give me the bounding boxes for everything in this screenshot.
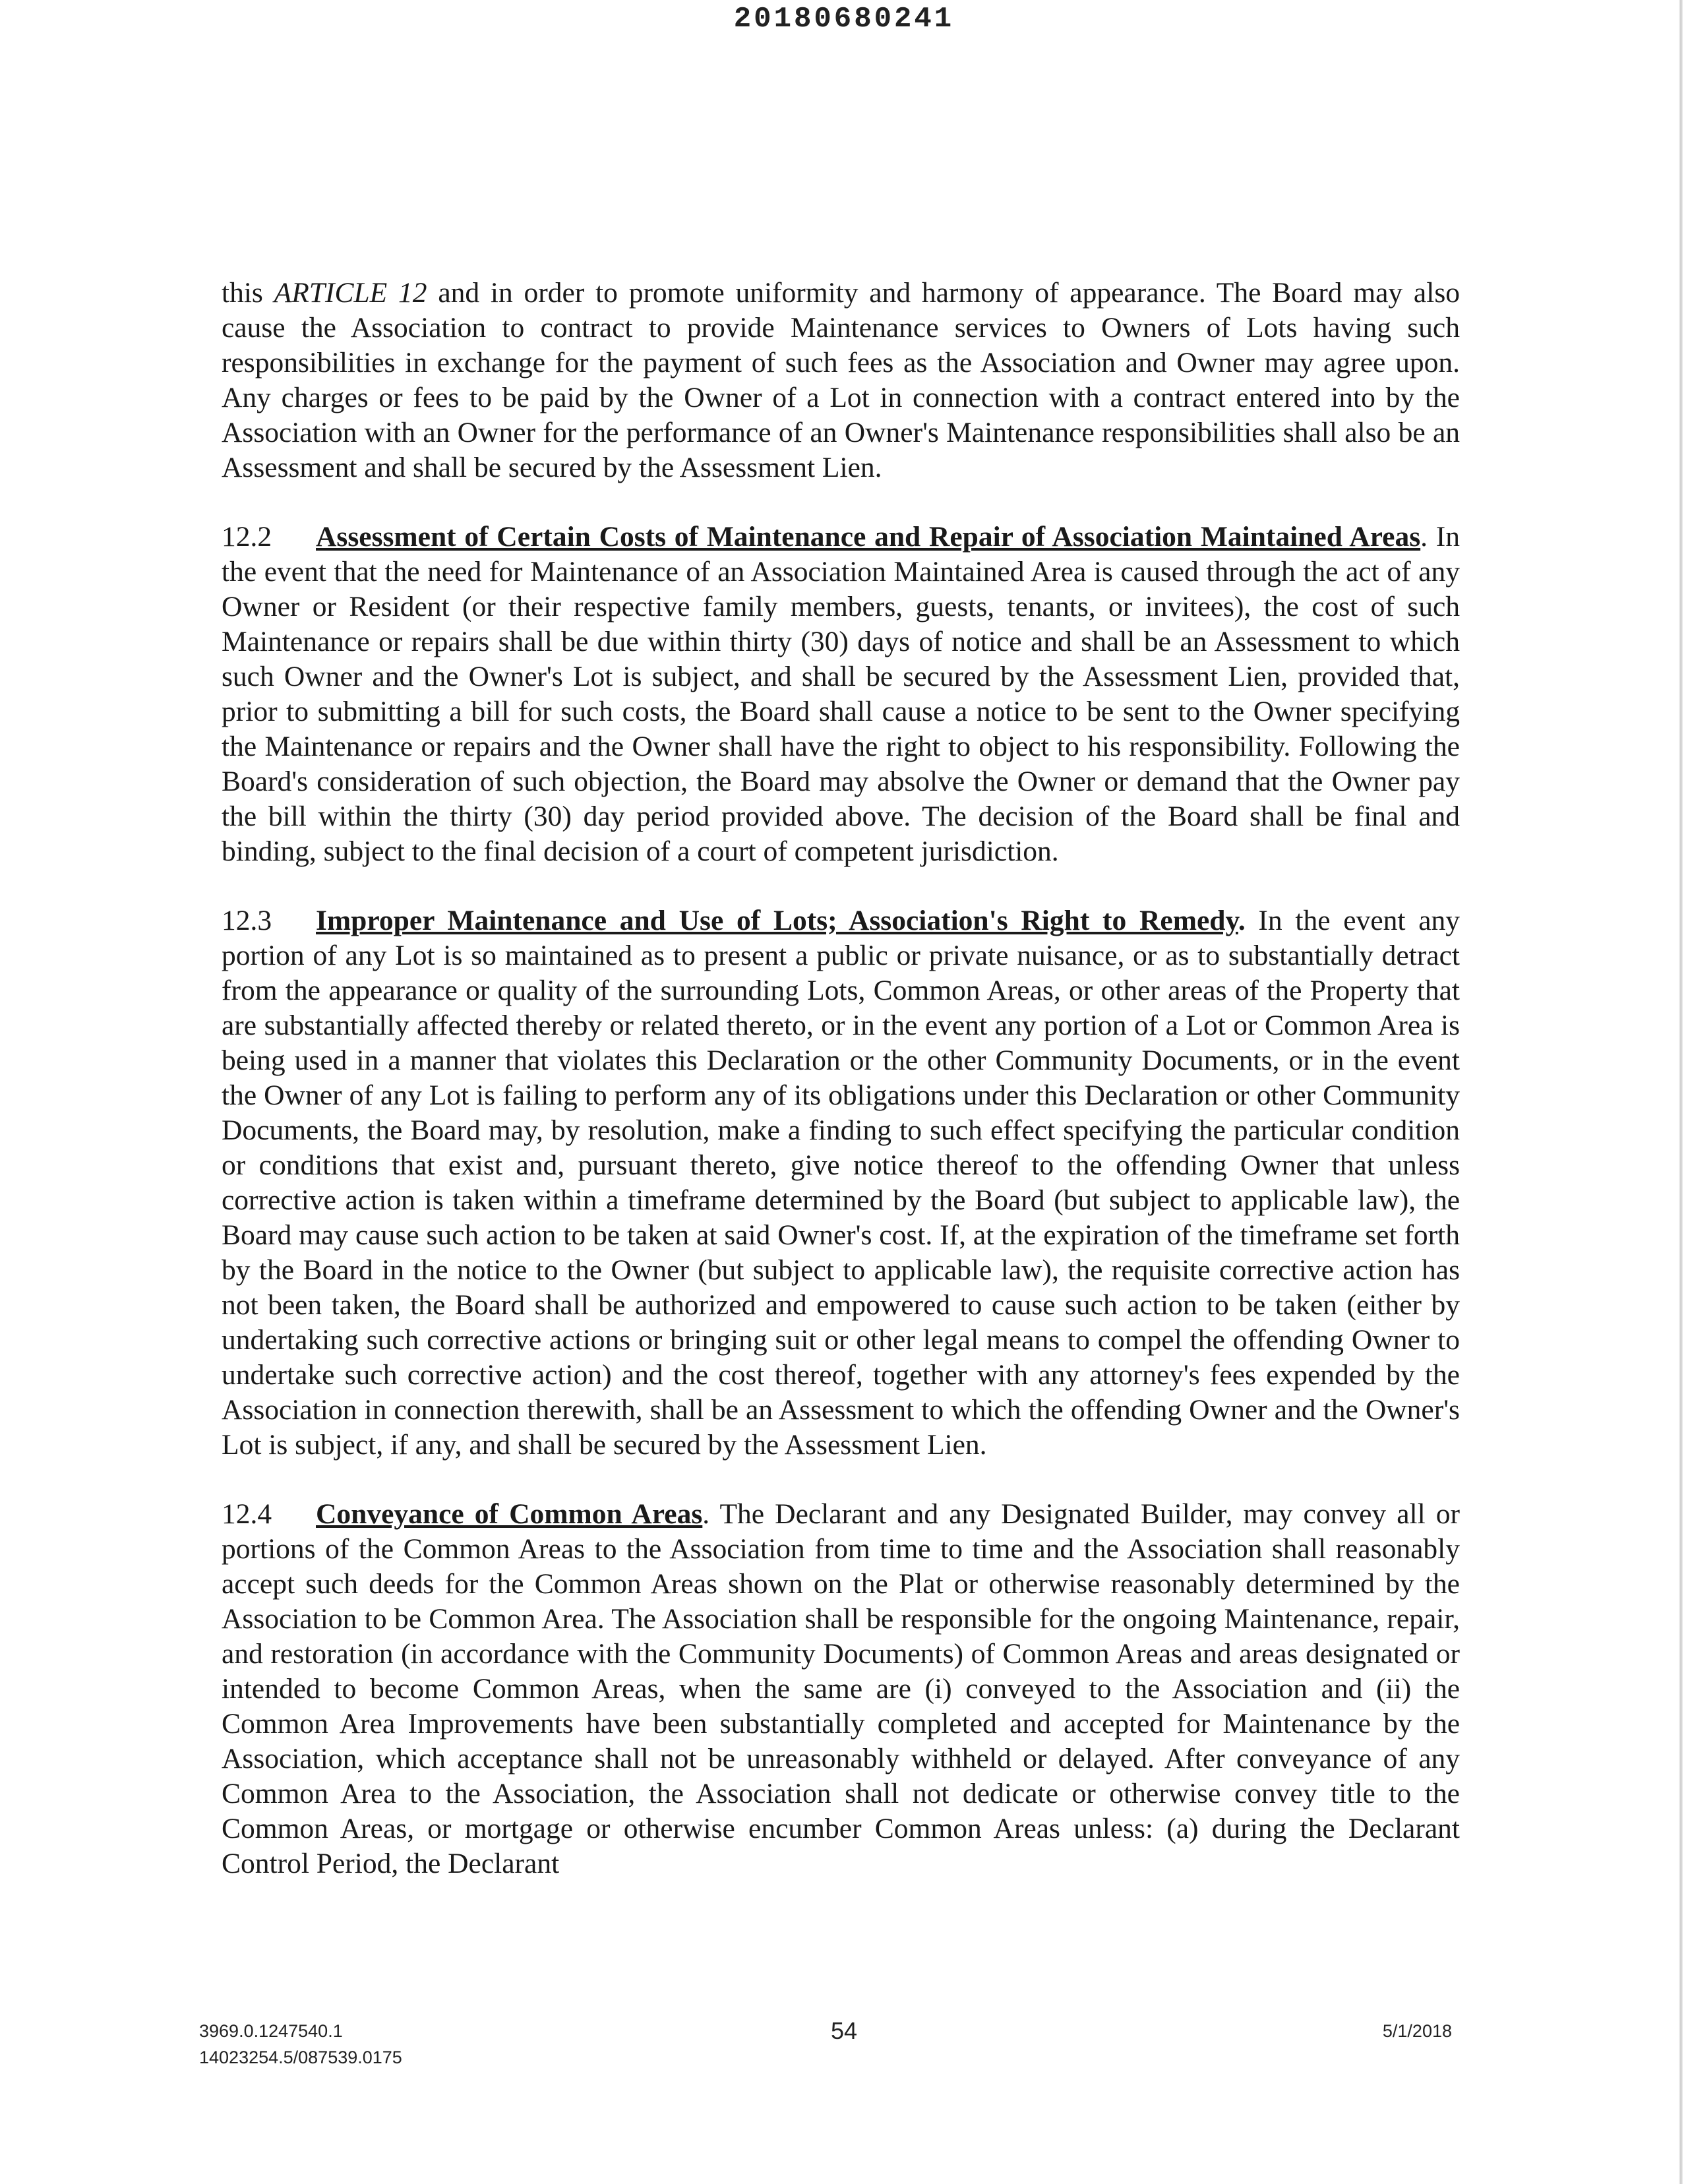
scan-edge <box>1679 0 1683 2184</box>
section-heading-punct: . <box>1420 521 1428 553</box>
footer-date: 5/1/2018 <box>1382 2021 1452 2041</box>
section-text: The Declarant and any Designated Builder, may convey all or portions of the Common Areas to the Association from time to time and the Association shall reasonably accept such deeds for the Common Areas shown on the Plat or otherwise reasonably determined by the Association to be Common Area. The Association shall be responsible for the ongoing Maintenance, repair, and restoration (in accordance with the Community Documents) of Common Areas and areas designated or intended to become Common Areas, when the same are (i) conveyed to the Association and (ii) the Common Area Improvements have been substantially completed and accepted for Maintenance by the Association, which acceptance shall not be unreasonably withheld or delayed. After conveyance of any Common Area to the Association, the Association shall not dedicate or otherwise convey title to the Common Areas, or mortgage or otherwise encumber Common Areas unless: (a) during the Declarant Control Period, the Declarant <box>222 1498 1460 1879</box>
section-12-3 <box>222 903 1460 1463</box>
intro-text-post: and in order to promote uniformity and harmony of appearance. The Board may also cause the Association to contract to provide Maintenance services to Owners of Lots having such responsibilities in exchange for the payment of such fees as the Association and Owner may agree upon. Any charges or fees to be paid by the Owner of a Lot in connection with a contract entered into by the Association with an Owner for the performance of an Owner's Maintenance responsibilities shall also be an Assessment and shall be secured by the Assessment Lien. <box>222 277 1460 483</box>
recording-number: 20180680241 <box>733 3 955 36</box>
section-text: In the event that the need for Maintenance of an Association Maintained Area is caused through the act of any Owner or Resident (or their respective family members, guests, tenants, or invitees), the cost of such Maintenance or repairs shall be due within thirty (30) days of notice and shall be an Assessment to which such Owner and the Owner's Lot is subject, and shall be secured by the Assessment Lien, provided that, prior to submitting a bill for such costs, the Board shall cause a notice to be sent to the Owner specifying the Maintenance or repairs and the Owner shall have the right to object to his responsibility. Following the Board's consideration of such objection, the Board may absolve the Owner or demand that the Owner pay the bill within the thirty (30) day period provided above. The decision of the Board shall be final and binding, subject to the final decision of a court of competent jurisdiction. <box>222 521 1460 867</box>
section-number: 12.4 <box>222 1498 272 1530</box>
intro-paragraph <box>222 276 1460 485</box>
section-number: 12.2 <box>222 521 272 553</box>
section-12-4 <box>222 1497 1460 1881</box>
section-12-2 <box>222 520 1460 869</box>
section-heading: Conveyance of Common Areas <box>316 1498 703 1530</box>
section-heading-punct: . <box>702 1498 710 1530</box>
document-body <box>222 276 1460 1916</box>
article-reference: ARTICLE 12 <box>274 277 427 309</box>
page-number: 54 <box>830 2017 858 2044</box>
section-number: 12.3 <box>222 905 272 936</box>
section-heading-punct: . <box>1238 905 1246 936</box>
section-heading: Improper Maintenance and Use of Lots; Association's Right to Remedy <box>316 905 1238 936</box>
section-heading: Assessment of Certain Costs of Maintenance and Repair of Association Maintained Areas <box>316 521 1421 553</box>
footer-doc-id-2: 14023254.5/087539.0175 <box>199 2048 402 2067</box>
footer-document-ids <box>199 2018 402 2071</box>
footer-doc-id-1: 3969.0.1247540.1 <box>199 2021 343 2041</box>
section-text: In the event any portion of any Lot is so maintained as to present a public or private nuisance, or as to substantially detract from the appearance or quality of the surrounding Lots, Common Areas, or other areas of the Property that are substantially affected thereby or related thereto, or in the event any portion of a Lot or Common Area is being used in a manner that violates this Declaration or the other Community Documents, or in the event the Owner of any Lot is failing to perform any of its obligations under this Declaration or other Community Documents, the Board may, by resolution, make a finding to such effect specifying the particular condition or conditions that exist and, pursuant thereto, give notice thereof to the offending Owner that unless corrective action is taken within a timeframe determined by the Board (but subject to applicable law), the Board may cause such action to be taken at said Owner's cost. If, at the expiration of the timeframe set forth by the Board in the notice to the Owner (but subject to applicable law), the requisite corrective action has not been taken, the Board shall be authorized and empowered to cause such action to be taken (either by undertaking such corrective actions or bringing suit or other legal means to compel the offending Owner to undertake such corrective action) and the cost thereof, together with any attorney's fees expended by the Association in connection therewith, shall be an Assessment to which the offending Owner and the Owner's Lot is subject, if any, and shall be secured by the Assessment Lien. <box>222 905 1460 1461</box>
intro-text-pre: this <box>222 277 274 309</box>
